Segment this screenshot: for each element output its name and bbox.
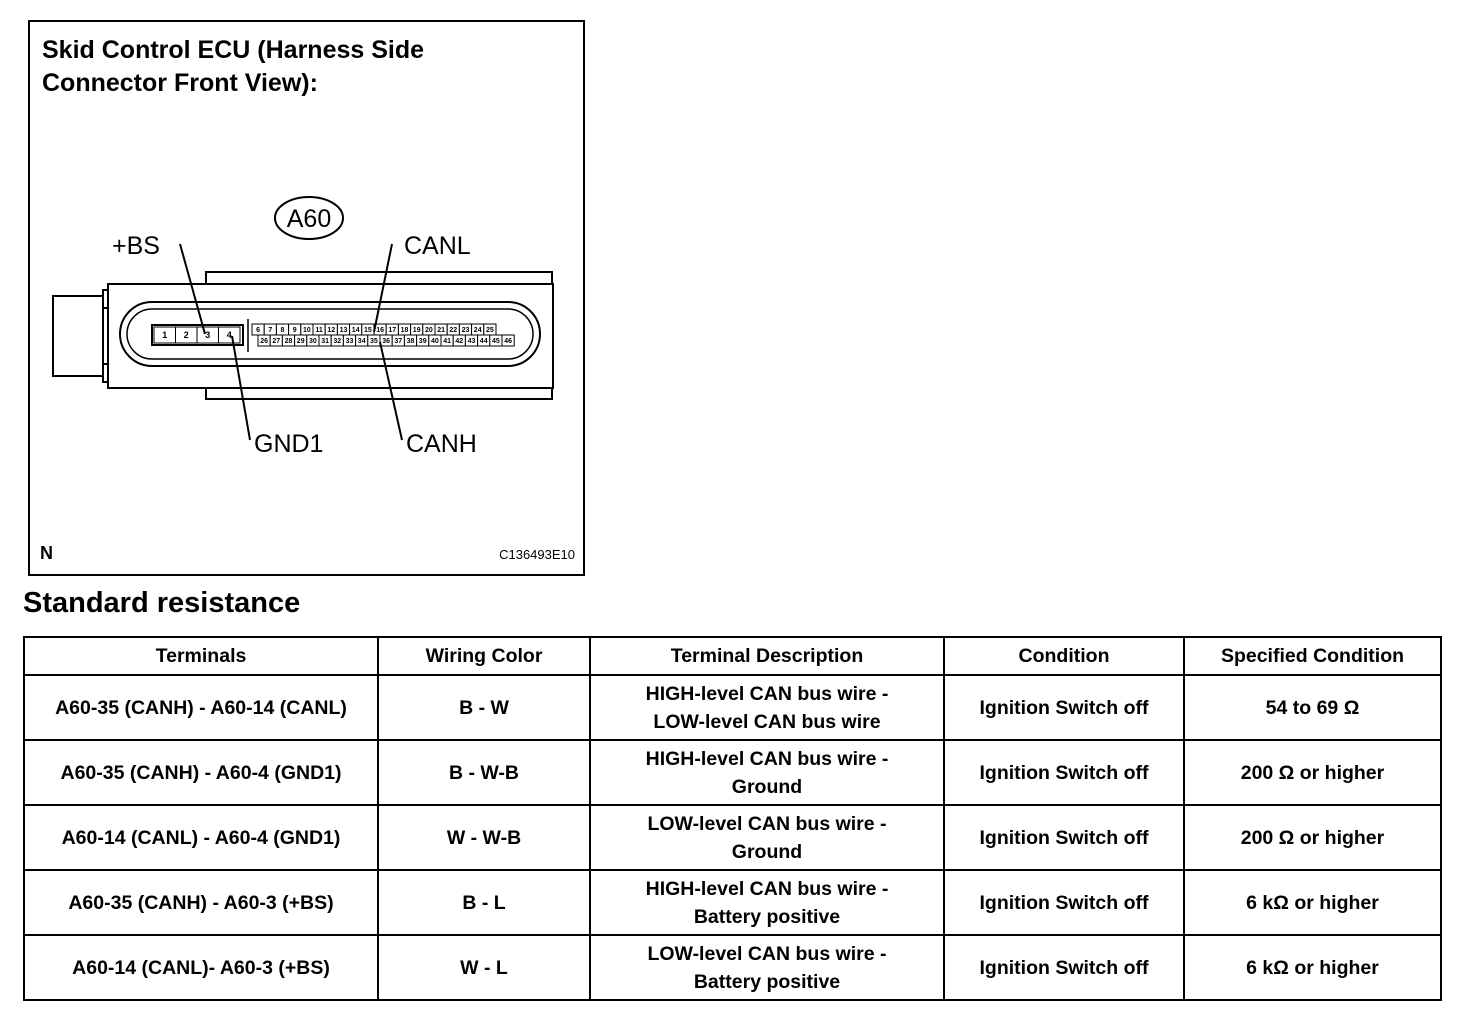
cell-terminal-description: LOW-level CAN bus wire - Battery positive: [590, 935, 944, 1000]
cell-terminals: A60-14 (CANL) - A60-4 (GND1): [24, 805, 378, 870]
pin-number: 43: [467, 337, 476, 345]
cell-terminal-description: LOW-level CAN bus wire - Ground: [590, 805, 944, 870]
cell-terminals: A60-35 (CANH) - A60-4 (GND1): [24, 740, 378, 805]
pin-number: 38: [406, 337, 415, 345]
cell-terminals: A60-35 (CANH) - A60-14 (CANL): [24, 675, 378, 740]
pin-number: 3: [205, 330, 211, 341]
table-header-row: [24, 637, 1441, 675]
pin-number: 26: [260, 337, 268, 345]
pin-number: 28: [284, 337, 293, 345]
table-row: [24, 675, 1441, 740]
header-specified-condition: Specified Condition: [1184, 637, 1441, 675]
pin-number: 1: [162, 330, 168, 341]
table-row: [24, 805, 1441, 870]
pin-number: 7: [268, 326, 273, 334]
pin-number: 25: [486, 326, 494, 334]
cell-condition: Ignition Switch off: [944, 675, 1184, 740]
cell-wiring-color: B - W-B: [378, 740, 590, 805]
pin-number: 30: [309, 337, 317, 345]
pin-number: 22: [449, 326, 458, 334]
pin-number: 29: [296, 337, 305, 345]
pin-number: 20: [425, 326, 433, 334]
cell-specified-condition: 200 Ω or higher: [1184, 740, 1441, 805]
pin-number: 23: [461, 326, 470, 334]
pin-number: 42: [455, 337, 464, 345]
pin-number: 18: [400, 326, 409, 334]
pin-number: 37: [394, 337, 403, 345]
cell-condition: Ignition Switch off: [944, 740, 1184, 805]
resistance-table: [23, 636, 1442, 1001]
pin-number: 2: [183, 330, 189, 341]
pin-number: 36: [382, 337, 390, 345]
pin-number: 34: [357, 337, 366, 345]
pin-number: 41: [443, 337, 451, 345]
cell-wiring-color: W - L: [378, 935, 590, 1000]
pin-number: 33: [345, 337, 354, 345]
diagram-title: Skid Control ECU (Harness Side Connector Front View):: [42, 36, 425, 97]
connector-id: A60: [286, 205, 332, 233]
header-wiring-color: Wiring Color: [378, 637, 590, 675]
cell-specified-condition: 54 to 69 Ω: [1184, 675, 1441, 740]
pin-number: 45: [492, 337, 500, 345]
pin-number: 9: [292, 326, 297, 334]
label-canl: CANL: [404, 232, 471, 260]
pin-number: 46: [504, 337, 512, 345]
cell-wiring-color: B - W: [378, 675, 590, 740]
label-gnd1: GND1: [254, 430, 324, 458]
cell-specified-condition: 6 kΩ or higher: [1184, 935, 1441, 1000]
pin-number: 15: [364, 326, 372, 334]
cell-terminals: A60-14 (CANL)- A60-3 (+BS): [24, 935, 378, 1000]
pin-number: 40: [431, 337, 439, 345]
pin-number: 19: [412, 326, 421, 334]
pin-number: 6: [256, 326, 261, 334]
header-terminal-description: Terminal Description: [590, 637, 944, 675]
table-row: [24, 740, 1441, 805]
label-bs: +BS: [112, 232, 160, 260]
header-terminals: Terminals: [24, 637, 378, 675]
pin-number: 35: [370, 337, 378, 345]
pin-number: 14: [351, 326, 360, 334]
pin-number: 44: [479, 337, 488, 345]
pin-number: 21: [437, 326, 445, 334]
cell-wiring-color: W - W-B: [378, 805, 590, 870]
pin-number: 16: [376, 326, 384, 334]
pin-number: 11: [315, 326, 323, 334]
cell-terminals: A60-35 (CANH) - A60-3 (+BS): [24, 870, 378, 935]
cell-terminal-description: HIGH-level CAN bus wire - Battery positive: [590, 870, 944, 935]
cell-condition: Ignition Switch off: [944, 935, 1184, 1000]
cell-terminal-description: HIGH-level CAN bus wire - Ground: [590, 740, 944, 805]
pin-number: 17: [388, 326, 397, 334]
connector-diagram: [28, 20, 585, 576]
pin-number: 13: [339, 326, 348, 334]
pin-number: 8: [280, 326, 285, 334]
pin-number: 12: [327, 326, 336, 334]
pins-bottom-row: [258, 335, 514, 346]
pin-number: 32: [333, 337, 342, 345]
pin-number: 24: [473, 326, 482, 334]
section-title: Standard resistance: [23, 587, 301, 619]
figure-id: C136493E10: [499, 547, 575, 562]
table-row: [24, 935, 1441, 1000]
cell-specified-condition: 200 Ω or higher: [1184, 805, 1441, 870]
cell-condition: Ignition Switch off: [944, 870, 1184, 935]
header-condition: Condition: [944, 637, 1184, 675]
corner-mark: N: [40, 543, 53, 563]
pin-number: 10: [303, 326, 311, 334]
pin-number: 39: [418, 337, 427, 345]
pin-number: 4: [226, 330, 232, 341]
pin-number: 27: [272, 337, 281, 345]
cell-condition: Ignition Switch off: [944, 805, 1184, 870]
cell-specified-condition: 6 kΩ or higher: [1184, 870, 1441, 935]
table-row: [24, 870, 1441, 935]
pin-number: 31: [321, 337, 329, 345]
connector-left-tab: [53, 296, 103, 376]
connector-drawing: [30, 22, 583, 574]
cell-terminal-description: HIGH-level CAN bus wire - LOW-level CAN bus wire: [590, 675, 944, 740]
cell-wiring-color: B - L: [378, 870, 590, 935]
pins-left: [154, 327, 240, 343]
label-canh: CANH: [406, 430, 477, 458]
